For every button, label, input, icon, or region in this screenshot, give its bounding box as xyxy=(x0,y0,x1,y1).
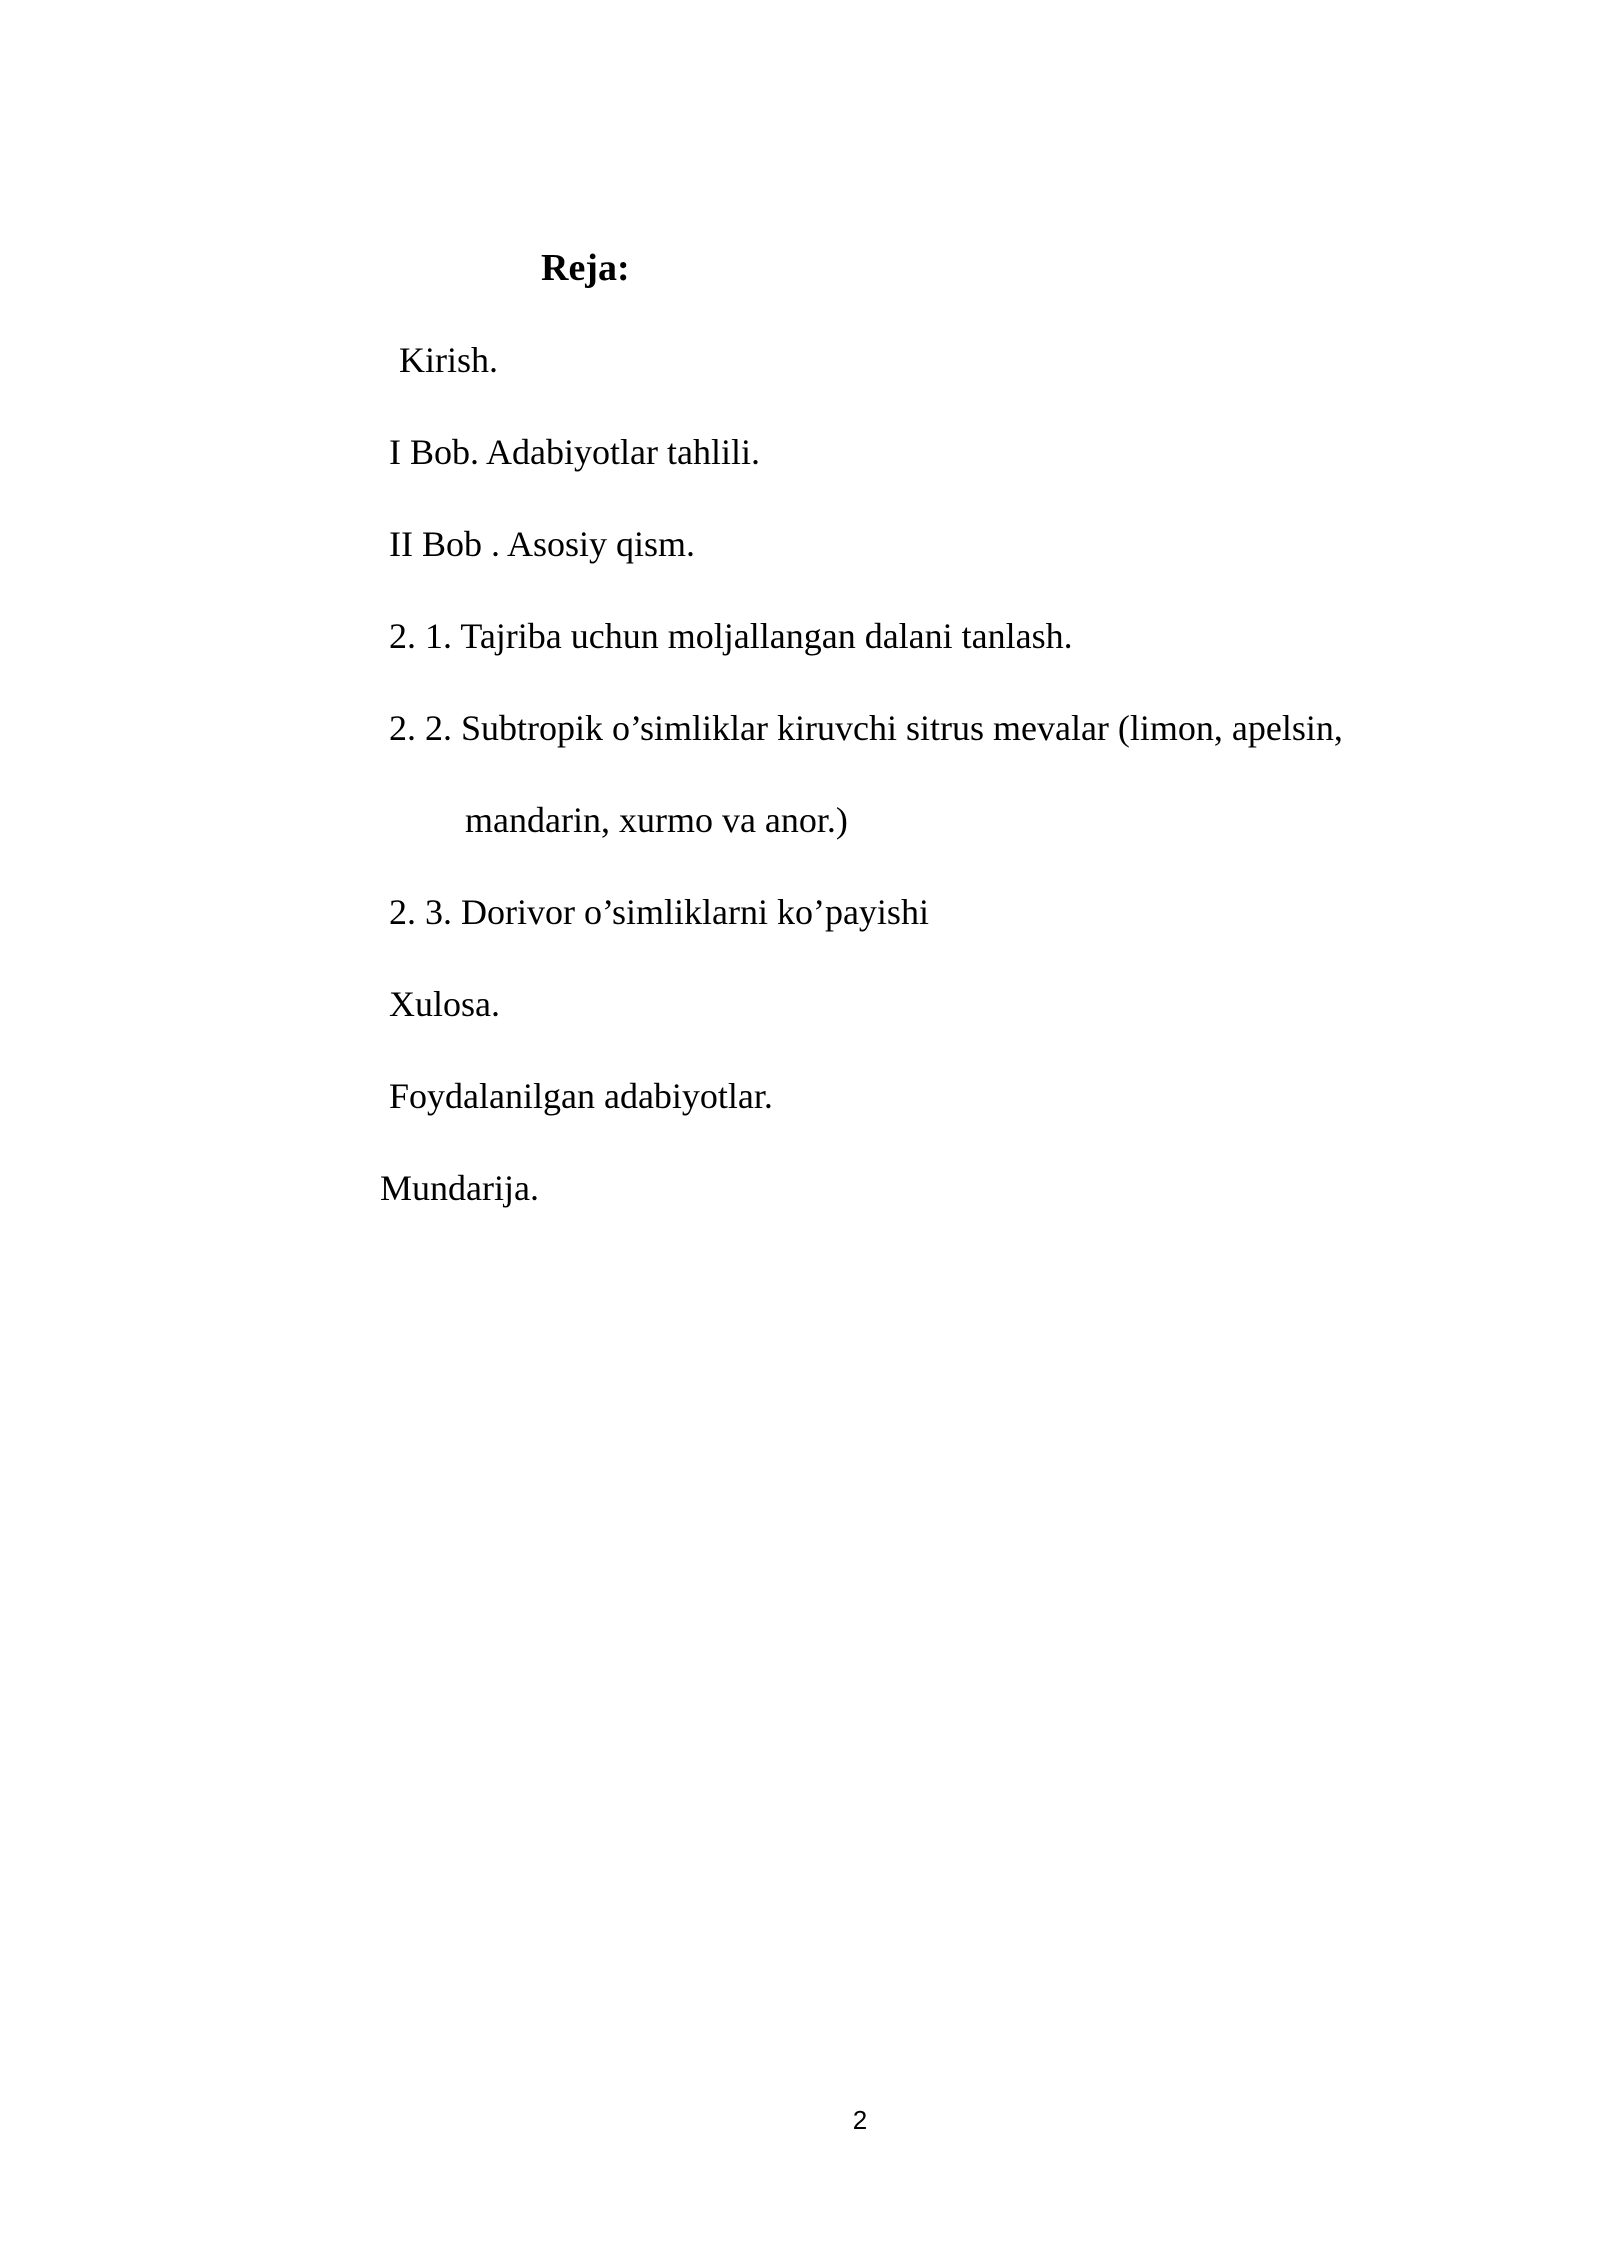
plan-title: Reja: xyxy=(541,247,630,289)
toc-item-contents: Mundarija. xyxy=(380,1168,539,1208)
toc-item-chapter-1: I Bob. Adabiyotlar tahlili. xyxy=(389,432,760,472)
toc-item-references: Foydalanilgan adabiyotlar. xyxy=(389,1076,773,1116)
page-number: 2 xyxy=(852,2105,868,2135)
toc-item-conclusion: Xulosa. xyxy=(389,984,500,1024)
toc-item-section-2-3: 2. 3. Dorivor o’simliklarni ko’payishi xyxy=(389,892,929,932)
toc-item-section-2-1: 2. 1. Tajriba uchun moljallangan dalani tanlash. xyxy=(389,616,1073,656)
toc-item-section-2-2-continued: mandarin, xurmo va anor.) xyxy=(465,800,848,840)
toc-item-introduction: Kirish. xyxy=(399,340,498,380)
toc-item-chapter-2: II Bob . Asosiy qism. xyxy=(389,524,696,564)
toc-item-section-2-2: 2. 2. Subtropik o’simliklar kiruvchi sitrus mevalar (limon, apelsin, xyxy=(389,708,1343,748)
